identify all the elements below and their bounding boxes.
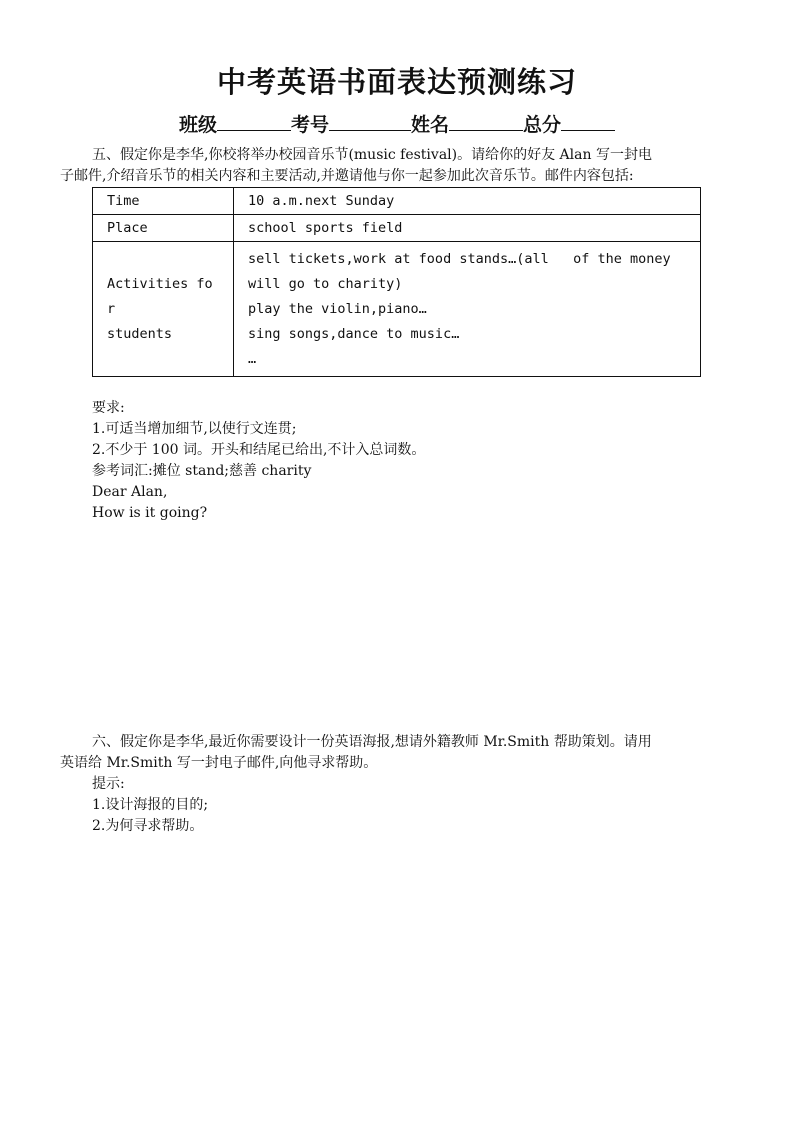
requirement-item: 2.不少于 100 词。开头和结尾已给出,不计入总词数。 [92,442,426,458]
class-blank[interactable] [217,112,291,131]
requirement-item: 1.可适当增加细节,以使行文连贯; [92,421,297,437]
page-title: 中考英语书面表达预测练习 [216,65,577,99]
exam-number-label: 考号 [290,114,329,136]
activities-label-line2: r [107,300,116,317]
class-label: 班级 [178,114,217,136]
letter-greeting: Dear Alan, [92,484,168,500]
activities-label [93,242,234,377]
question-5-requirements [92,398,425,524]
letter-opening: How is it going? [92,505,208,521]
score-blank[interactable] [561,112,615,131]
place-value: school sports field [234,215,701,242]
table-row-time [93,188,701,215]
requirements-title: 要求: [92,400,125,416]
festival-info-table [92,187,701,377]
question-5-prompt-line2: 子邮件,介绍音乐节的相关内容和主要活动,并邀请他与你一起参加此次音乐节。邮件内容包括: [60,168,634,184]
exam-number-blank[interactable] [329,112,411,131]
hints-title: 提示: [92,776,125,792]
score-label: 总分 [523,114,562,136]
hint-item: 2.为何寻求帮助。 [92,818,204,834]
activities-list [234,242,701,377]
reference-vocabulary: 参考词汇:摊位 stand;慈善 charity [92,463,312,479]
name-label: 姓名 [411,114,450,136]
activities-label-line3: students [107,325,173,342]
question-6-hints [92,774,208,837]
activity-item: will go to charity) [248,275,403,292]
question-6-prompt [60,732,736,774]
table-row-place [93,215,701,242]
place-label: Place [93,215,234,242]
activity-item: … [248,350,257,367]
name-blank[interactable] [449,112,523,131]
question-6-prompt-line2: 英语给 Mr.Smith 写一封电子邮件,向他寻求帮助。 [60,755,378,771]
activity-item: sell tickets,work at food stands…(all of the money [248,250,671,267]
table-row-activities [93,242,701,377]
student-info-line [0,110,794,137]
time-value: 10 a.m.next Sunday [234,188,701,215]
hint-item: 1.设计海报的目的; [92,797,209,813]
activity-item: sing songs,dance to music… [248,325,460,342]
question-5-prompt-line1: 五、假定你是李华,你校将举办校园音乐节(music festival)。请给你的好友 Alan 写一封电 [92,147,652,163]
question-6-prompt-line1: 六、假定你是李华,最近你需要设计一份英语海报,想请外籍教师 Mr.Smith 帮助策划。请用 [92,734,652,750]
time-label: Time [93,188,234,215]
activities-label-line1: Activities fo [107,275,213,292]
activity-item: play the violin,piano… [248,300,427,317]
question-5-prompt [60,145,736,187]
